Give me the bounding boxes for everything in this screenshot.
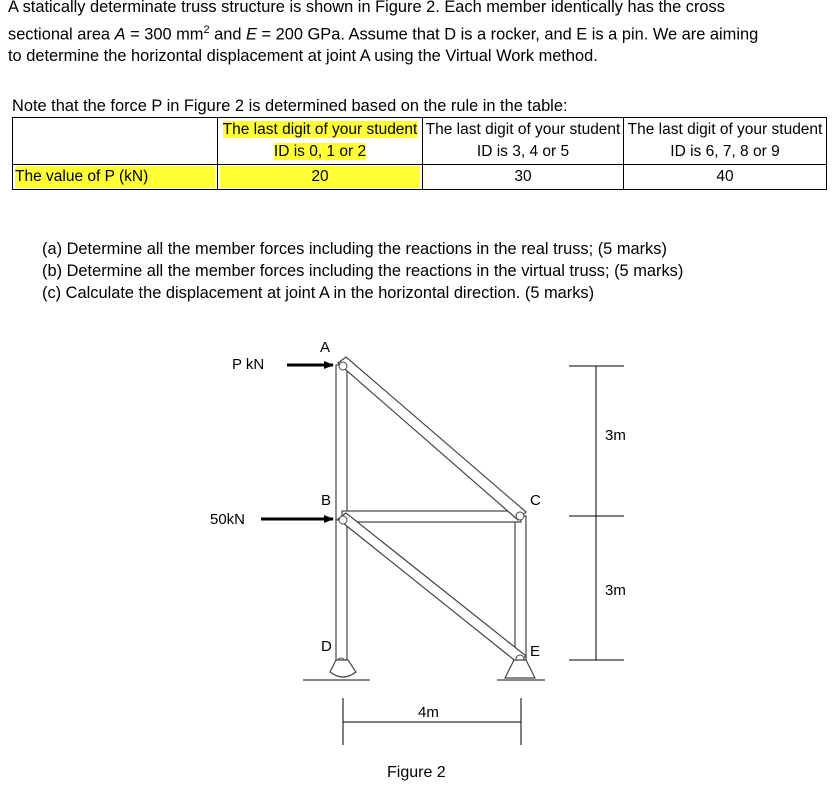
load-P-label: P kN <box>232 356 265 373</box>
vertical-dimension <box>569 366 624 660</box>
value-40: 40 <box>624 165 827 190</box>
joint-B-label: B <box>321 492 332 509</box>
joint-E-label: E <box>530 643 541 660</box>
member-BE <box>338 513 526 663</box>
row-label: The value of P (kN) <box>15 166 215 188</box>
intro-text: = 200 GPa. Assume that D is a rocker, and E is a pin. We are aiming <box>256 24 759 43</box>
figure-caption: Figure 2 <box>387 764 446 781</box>
value-text: 20 <box>220 166 420 188</box>
load-50kN-label: 50kN <box>210 511 246 528</box>
member-AC <box>338 357 526 520</box>
superscript: 2 <box>203 23 210 36</box>
dim-3m-top: 3m <box>605 427 626 444</box>
joint-C-label: C <box>530 492 541 509</box>
dim-3m-bottom: 3m <box>605 582 626 599</box>
joint-D-label: D <box>321 638 332 655</box>
header-digits-6789: The last digit of your student ID is 6, 7, 8 or 9 <box>624 118 827 165</box>
intro-text: and <box>209 24 247 43</box>
joint-C-pin <box>516 512 524 520</box>
intro-text: = 300 mm <box>125 24 204 43</box>
joint-B-pin <box>339 516 347 524</box>
symbol-A: A <box>114 24 126 43</box>
joint-A-label: A <box>320 339 331 356</box>
dim-4m: 4m <box>418 704 439 721</box>
intro-line-3: to determine the horizontal displacement at joint A using the Virtual Work method. <box>8 47 598 66</box>
value-30: 30 <box>423 165 624 190</box>
rocker-support-D <box>303 660 370 680</box>
pin-support-E <box>497 660 545 680</box>
joint-A-pin <box>339 362 347 370</box>
task-a: (a) Determine all the member forces including the reactions in the real truss; (5 marks) <box>42 240 667 258</box>
member-CE <box>515 516 526 660</box>
member-BD <box>336 520 347 660</box>
task-b: (b) Determine all the member forces including the reactions in the virtual truss; (5 marks) <box>42 262 684 280</box>
task-c: (c) Calculate the displacement at joint A in the horizontal direction. (5 marks) <box>42 284 595 302</box>
intro-line-1: A statically determinate truss structure is shown in Figure 2. Each member identically has the cross <box>8 0 725 16</box>
member-BC <box>342 511 521 522</box>
intro-text: sectional area <box>8 24 115 43</box>
member-AB <box>336 365 347 520</box>
header-text: The last digit of your student ID is 0, 1 or 2 <box>222 121 418 160</box>
table-note: Note that the force P in Figure 2 is determined based on the rule in the table: <box>12 97 568 115</box>
truss-members <box>336 357 526 663</box>
header-digits-345: The last digit of your student ID is 3, 4 or 5 <box>423 118 624 165</box>
symbol-E: E <box>246 24 257 43</box>
